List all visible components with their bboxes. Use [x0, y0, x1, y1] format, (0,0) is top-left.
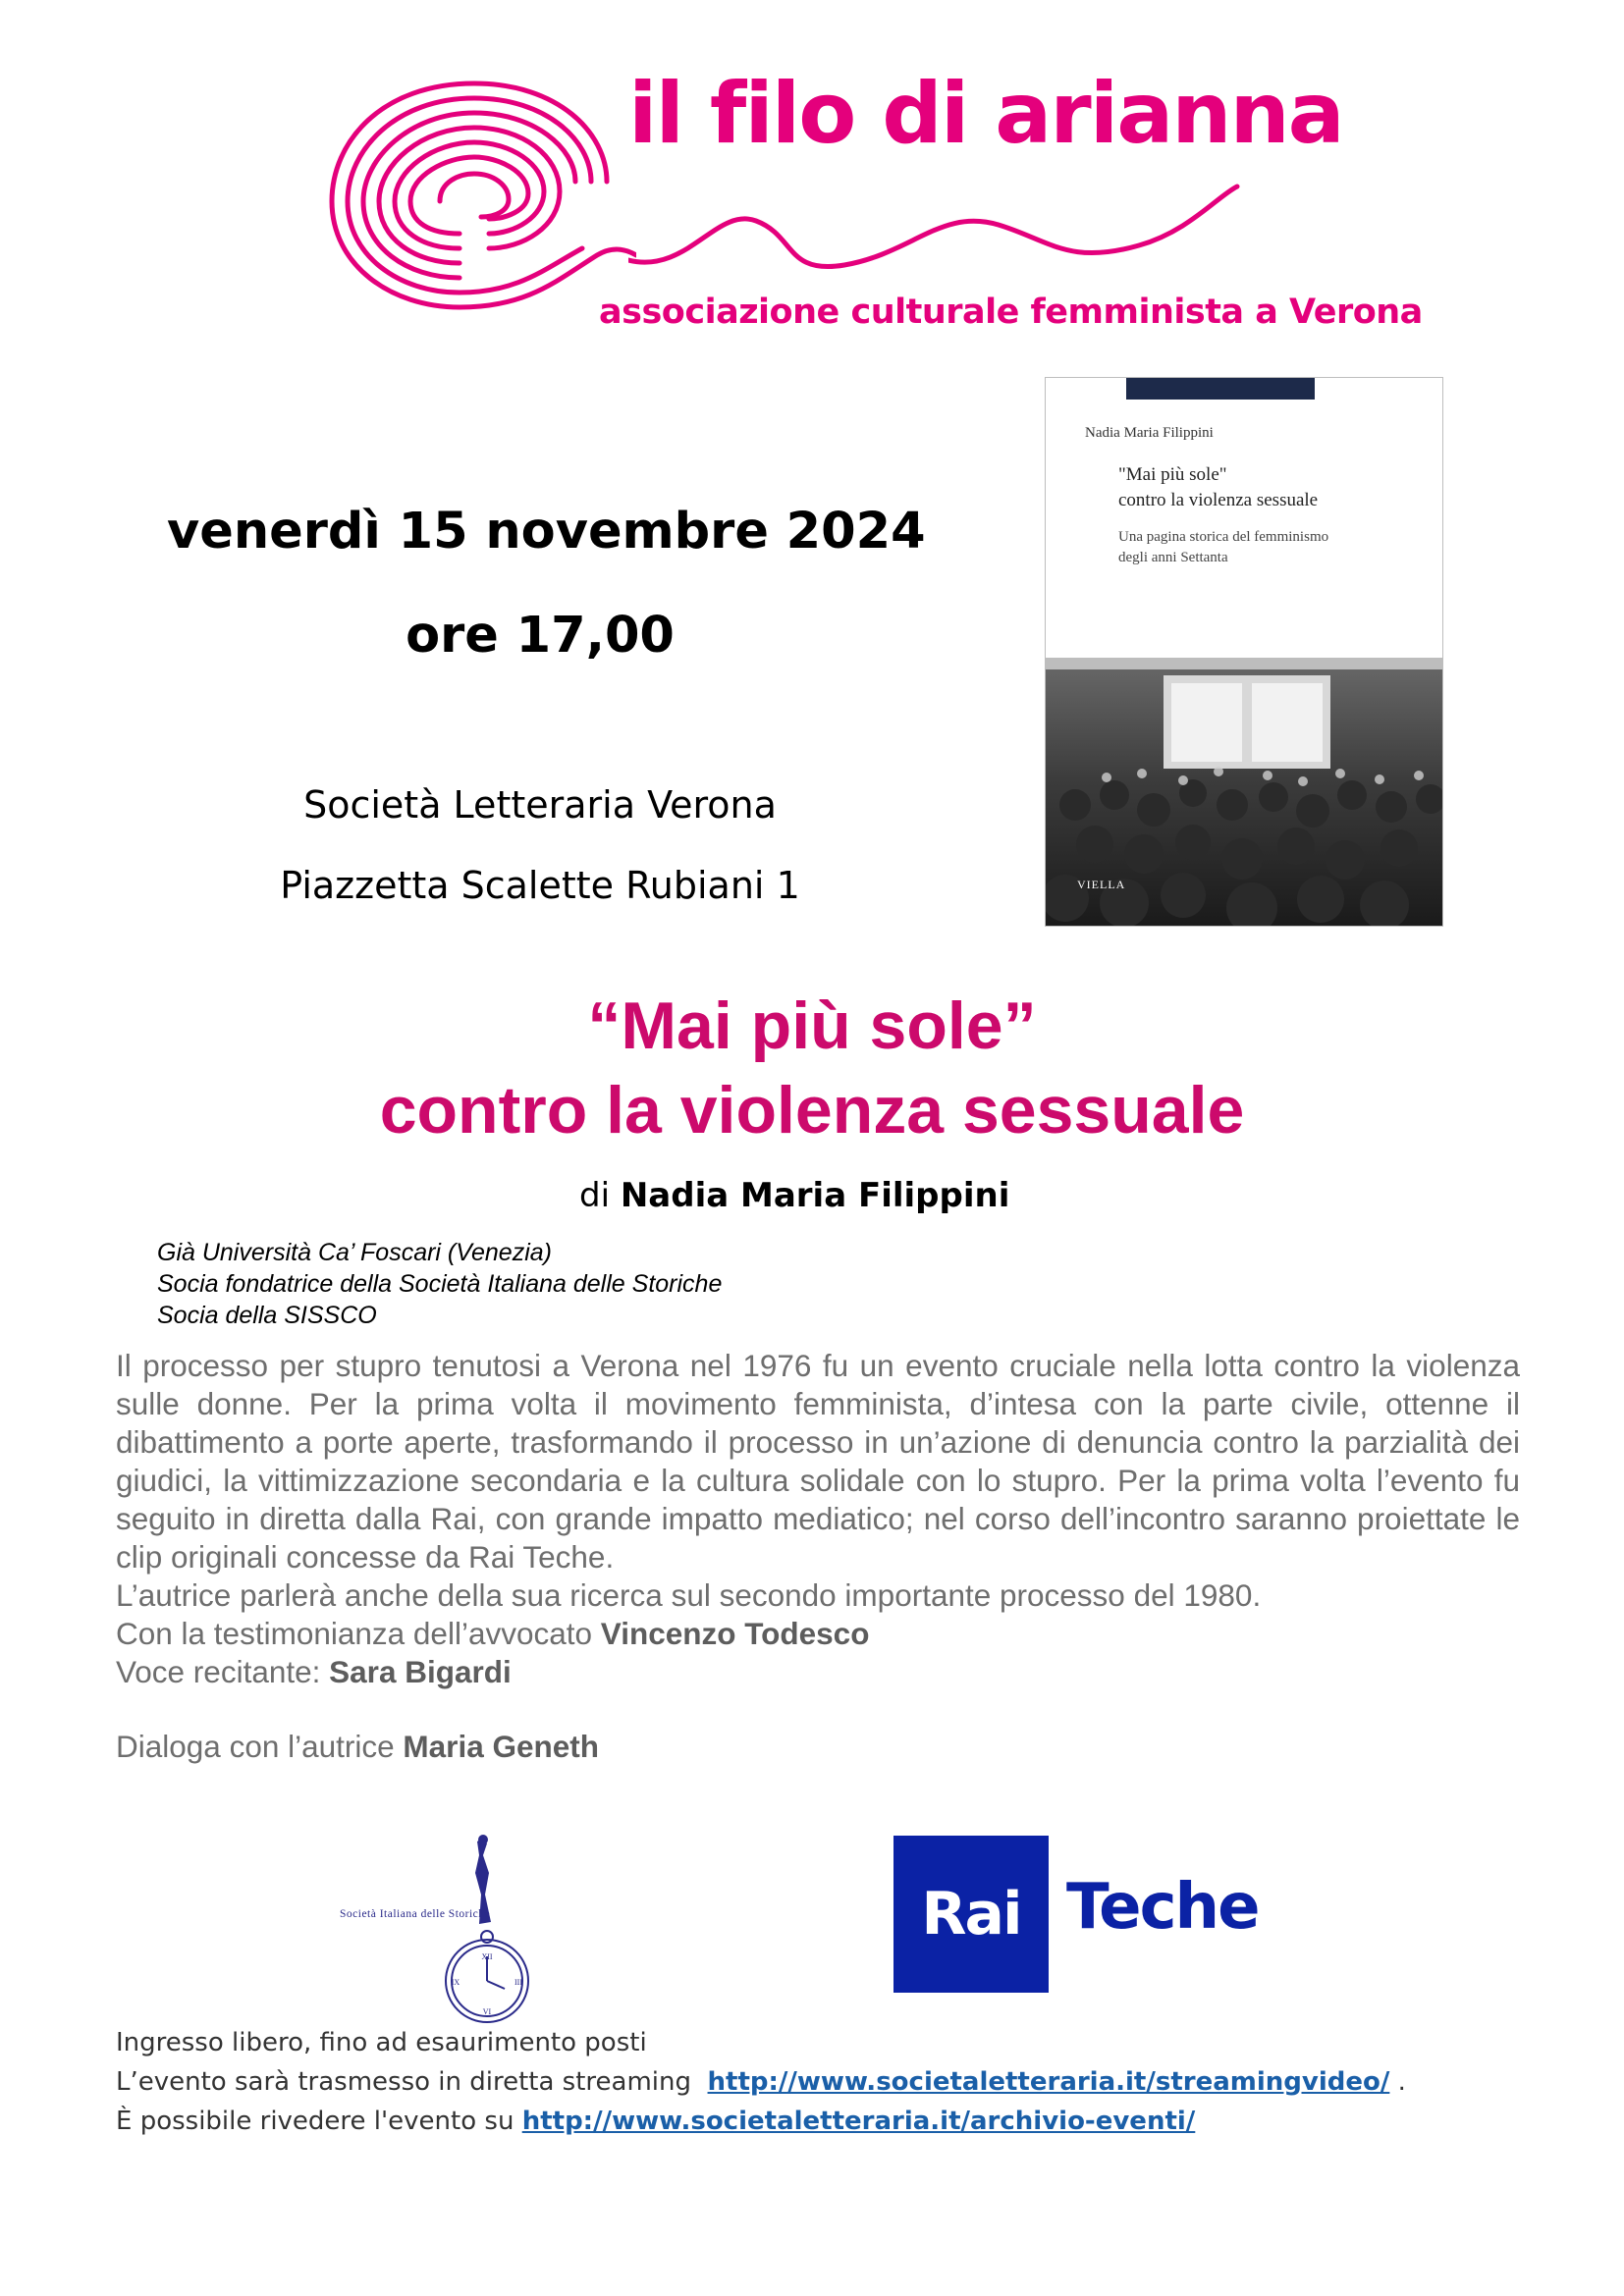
svg-text:III: III	[514, 1978, 522, 1987]
dialog-name: Maria Geneth	[403, 1729, 599, 1764]
author-credential: Socia della SISSCO	[157, 1302, 377, 1329]
byline-prefix: di	[579, 1176, 611, 1215]
archive-link[interactable]: http://www.societaletteraria.it/archivio-eventi/	[521, 2107, 1196, 2136]
headline-title: “Mai più sole”	[587, 988, 1037, 1063]
book-cover-subtitle: degli anni Settanta	[1118, 550, 1228, 565]
event-time: ore 17,00	[406, 607, 675, 665]
rai-logo-text: Rai	[921, 1880, 1021, 1949]
event-description: Il processo per stupro tenutosi a Verona nel 1976 fu un evento cruciale nella lotta contro la violenza sulle donne. Per la prima volta il movimento femminista, d’intesa con la parte civile, ottenne il dibattimento a porte aperte, trasformando il processo in un’azione di denuncia contro la parzialità dei giudici, la vittimizzazione secondaria e la cultura solidale con lo stupro. Per la prima volta l’evento fu seguito in diretta dalla Rai, con grande impatto mediatico; nel corso dell’incontro saranno proiettate le clip originali concesse da Rai Teche.	[116, 1348, 1520, 1575]
archive-note	[116, 2107, 1195, 2136]
svg-text:VI: VI	[482, 2007, 492, 2016]
rai-logo	[893, 1836, 1049, 1993]
sis-logo-icon	[330, 1834, 585, 2030]
logo-thread-icon	[628, 167, 1257, 285]
streaming-note	[116, 2067, 1406, 2097]
archive-prefix: È possibile rivedere l'evento su	[116, 2107, 514, 2136]
book-cover-title: contro la violenza sessuale	[1118, 490, 1319, 510]
streaming-suffix: .	[1397, 2067, 1406, 2097]
streaming-prefix: L’evento sarà trasmesso in diretta streaming	[116, 2067, 692, 2097]
book-cover-subtitle: Una pagina storica del femminismo	[1118, 529, 1329, 545]
testimony-line	[116, 1616, 869, 1652]
book-cover-bar	[1126, 378, 1315, 400]
free-entry-note: Ingresso libero, fino ad esaurimento posti	[116, 2028, 647, 2057]
author-credential: Già Università Ca’ Foscari (Venezia)	[157, 1239, 552, 1266]
byline	[579, 1176, 1009, 1215]
testimony-prefix: Con la testimonianza dell’avvocato	[116, 1616, 593, 1651]
event-date: venerdì 15 novembre 2024	[167, 503, 926, 561]
svg-text:IX: IX	[451, 1978, 460, 1987]
voice-prefix: Voce recitante:	[116, 1654, 321, 1689]
dialog-line	[116, 1729, 599, 1765]
voice-name: Sara Bigardi	[329, 1654, 512, 1689]
sis-logo-text: Società Italiana delle Storiche	[340, 1908, 491, 1920]
book-cover-publisher: VIELLA	[1077, 878, 1126, 891]
author-credential: Socia fondatrice della Società Italiana delle Storiche	[157, 1270, 723, 1298]
venue-address: Piazzetta Scalette Rubiani 1	[280, 864, 800, 907]
byline-author: Nadia Maria Filippini	[620, 1176, 1010, 1215]
book-cover	[1045, 377, 1443, 927]
voice-line	[116, 1654, 512, 1690]
streaming-link[interactable]: http://www.societaletteraria.it/streamingvideo/	[707, 2067, 1390, 2097]
svg-text:XII: XII	[481, 1952, 493, 1961]
logo-subtitle: associazione culturale femminista a Verona	[599, 293, 1423, 332]
dialog-prefix: Dialoga con l’autrice	[116, 1729, 395, 1764]
book-cover-title: "Mai più sole"	[1118, 464, 1227, 485]
headline-subtitle: contro la violenza sessuale	[379, 1073, 1245, 1148]
teche-logo-text: Teche	[1066, 1871, 1259, 1944]
book-cover-author: Nadia Maria Filippini	[1085, 425, 1214, 441]
labyrinth-logo-icon	[312, 54, 636, 319]
logo-title: il filo di arianna	[628, 65, 1343, 163]
research-note: L’autrice parlerà anche della sua ricerca sul secondo importante processo del 1980.	[116, 1577, 1262, 1613]
venue-name: Società Letteraria Verona	[303, 783, 777, 827]
testimony-name: Vincenzo Todesco	[600, 1616, 870, 1651]
